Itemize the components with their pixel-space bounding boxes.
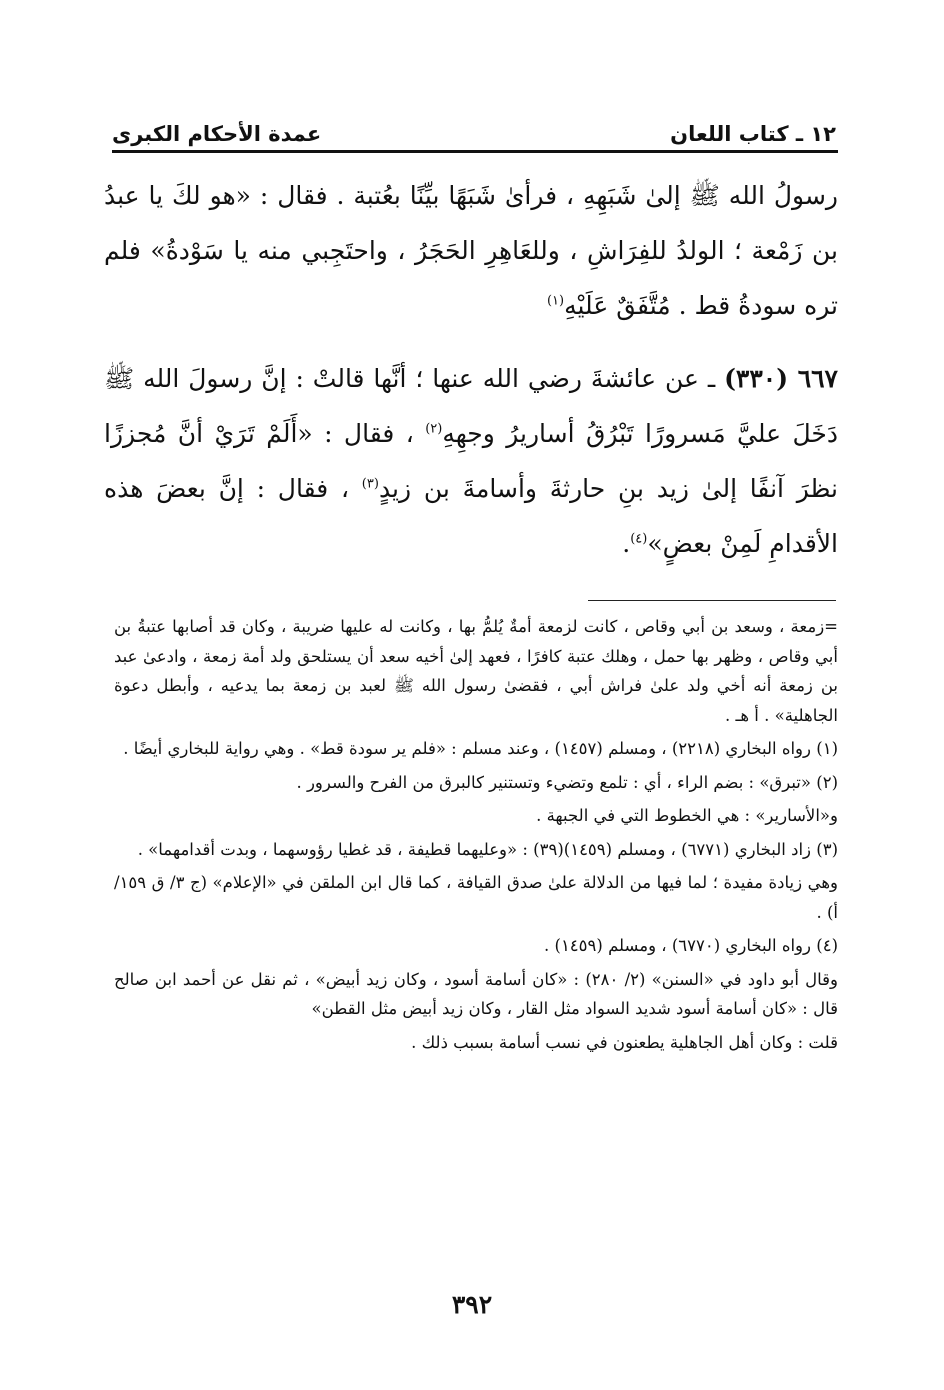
footnote-ref-4: (٤): [630, 531, 648, 547]
footnote-3: (٣) زاد البخاري (٦٧٧١) ، ومسلم (١٤٥٩)(٣٩) : «وعليهما قطيفة ، قد غطيا رؤوسهما ، وبدت أقدامهما» .: [137, 839, 838, 859]
footnote-separator: [588, 600, 836, 601]
footnote-ref-2: (٢): [425, 421, 443, 437]
footnote-ref-3: (٣): [361, 476, 379, 492]
paragraph-hadith-667: ٦٦٧ (٣٣٠) ـ عن عائشةَ رضي الله عنها ؛ أنَّها قالتْ : إنَّ رسولَ الله ﷺ دَخَلَ عليَّ مَسرورًا تَبْرُقُ أساريرُ وجهِهِ$^{(٢)}$ ، فقال : «أَلَمْ تَرَيْ أنَّ مُجززًا نظرَ آنفًا إلىٰ زيد بنِ حارثةَ وأسامةَ بن زيدٍ$^{(٣)}$ ، فقال : إنَّ بعضَ هذه الأقدامِ لَمِنْ بعضٍ»$^{(٤)}$.: [104, 364, 838, 558]
hadith-number: ٦٦٧ (٣٣٠): [724, 364, 838, 393]
footnote-4: (٤) رواه البخاري (٦٧٧٠) ، ومسلم (١٤٥٩) .: [544, 936, 838, 955]
footnote-2: (٢) «تبرق» : بضم الراء ، أي : تلمع وتضيء وتستنير كالبرق من الفرح والسرور .: [296, 772, 838, 792]
footnote-4-note: وقال أبو داود في «السنن» (٢/ ٢٨٠) : «كان أسامة أسود ، وكان زيد أبيض» ، ثم نقل عن أحمد ابن صالح قال : «كان أسامة أسود شديد السواد مثل القار ، وكان زيد أبيض مثل القطن»: [114, 969, 839, 1018]
running-header: [112, 108, 836, 152]
paragraph-hadith-continuation: رسولُ الله ﷺ إلىٰ شَبَهِهِ ، فرأىٰ شَبَهًا بيِّنًا بعُتبة . فقال : «هو لكَ يا عبدُ بن زَمْعة ؛ الولدُ للفِرَاشِ ، وللعَاهِرِ الحَجَرُ ، واحتَجِبي منه يا سَوْدةُ» فلم تره سودةُ قط . مُتَّفَقٌ عَلَيْهِ$^{(١)}$: [104, 181, 838, 320]
footnote-1: (١) رواه البخاري (٢٢١٨) ، ومسلم (١٤٥٧) ، وعند مسلم : «فلم ير سودة قط» . وهي رواية للبخاري أيضًا .: [123, 739, 838, 758]
footnote-ref-1: (١): [546, 293, 565, 309]
footnote-3-note: وهي زيادة مفيدة ؛ لما فيها من الدلالة علىٰ صدق القيافة ، كما قال ابن الملقن في «الإعلام» (ج ٣/ ق ١٥٩/ أ) .: [114, 873, 838, 922]
header-rule: [112, 150, 838, 153]
main-text: [104, 168, 838, 571]
footnote-2-note: و«الأسارير» : هي الخطوط التي في الجبهة .: [536, 806, 838, 825]
footnote-4-remark: قلت : وكان أهل الجاهلية يطعنون في نسب أسامة بسبب ذلك .: [411, 1032, 838, 1052]
page-number: ٣٩٢: [451, 1290, 493, 1319]
footnote-continuation: =زمعة ، وسعد بن أبي وقاص ، كانت لزمعة أمةٌ يُلمُّ بها ، وكانت له عليها ضريبة ، وكان قد أصابها عتبةُ بن أبي وقاص ، وظهر بها حمل ، وهلك عتبة كافرًا ، فعهد إلىٰ أخيه سعد أن يستلحق ولد أمة زمعة ، وادعىٰ عبد بن زمعة أنه أخي ولد علىٰ فراش أبي ، فقضىٰ رسول الله ﷺ لعبد بن زمعة بما يدعيه ، وأبطل دعوة الجاهلية» . أ هـ .: [114, 617, 838, 725]
book-title: عمدة الأحكام الكبرى: [112, 122, 322, 146]
chapter-title: ١٢ ـ كتاب اللعان: [670, 122, 836, 146]
footnotes: [114, 612, 838, 1061]
